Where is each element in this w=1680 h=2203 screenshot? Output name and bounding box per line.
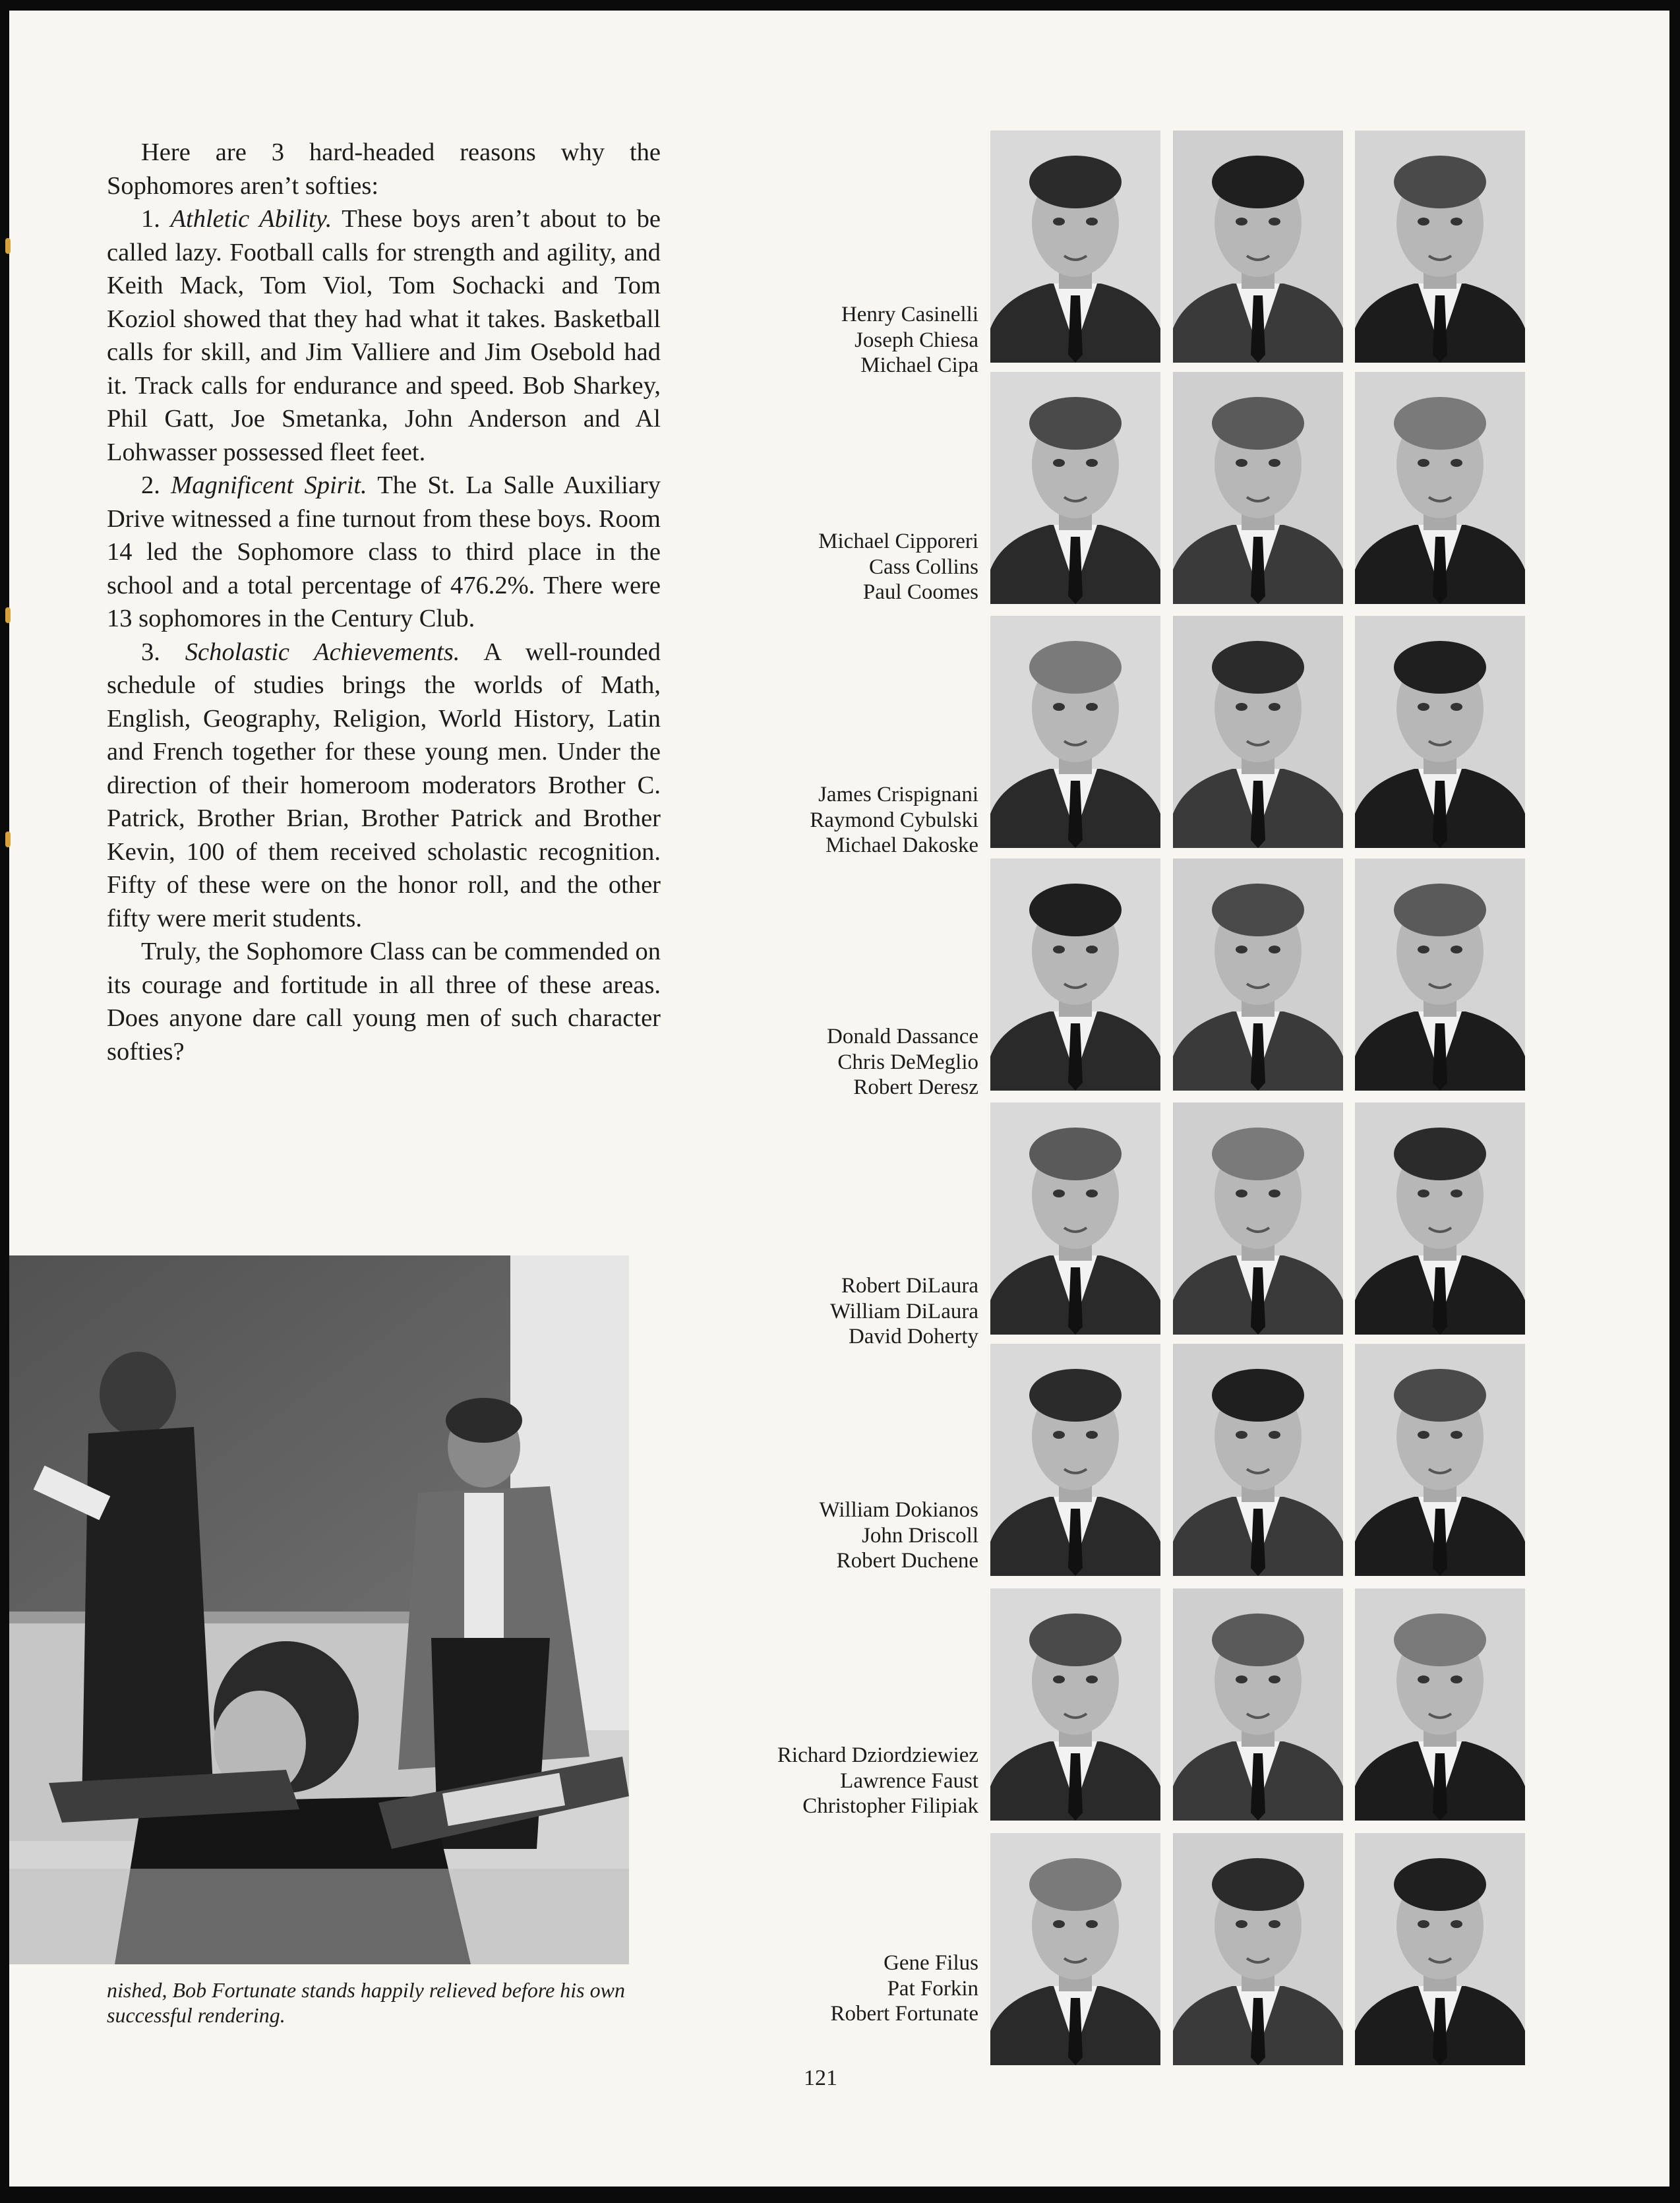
portrait-art <box>990 616 1160 848</box>
student-name: Robert Deresz <box>853 1075 978 1099</box>
portrait-art <box>1355 372 1525 604</box>
names-row-6 <box>819 1497 978 1574</box>
portrait-art <box>1355 859 1525 1091</box>
scan-mark <box>5 607 11 623</box>
page-number: 121 <box>804 2066 837 2090</box>
item-number: 3. <box>141 638 160 666</box>
item-text: A well-rounded schedule of studies brings the worlds of Math, English, Geography, Religion, World History, Latin and French together for these young men. Under the direction of their homeroom moderators Brother C. Patrick, Brother Brian, Brother Patrick and Brother Kevin, 100 of them received scholastic recognition. Fifty of these were on the honor roll, and the other fifty were merit students. <box>107 638 661 932</box>
item-number: 1. <box>141 205 160 233</box>
student-name: Gene Filus <box>884 1951 978 1975</box>
portrait-art <box>1173 1588 1343 1821</box>
student-name: Robert DiLaura <box>841 1274 978 1298</box>
item-text: The St. La Salle Auxiliary Drive witnessed a fine turnout from these boys. Room 14 led the Sophomore class to third place in the school and a total percentage of 476.2%. There were 13 sophomores in the Century Club. <box>107 471 661 632</box>
portrait-art <box>1355 131 1525 363</box>
student-name: Raymond Cybulski <box>810 808 978 832</box>
athletic-paragraph <box>107 202 661 469</box>
portrait-art <box>990 1102 1160 1335</box>
student-portrait <box>990 1833 1160 2065</box>
student-name: Chris DeMeglio <box>837 1050 978 1074</box>
intro-paragraph: Here are 3 hard-headed reasons why the Sophomores aren’t softies: <box>107 138 661 200</box>
student-name: Pat Forkin <box>887 1976 978 2001</box>
student-name: Robert Fortunate <box>830 2002 978 2026</box>
student-name: Lawrence Faust <box>840 1768 978 1793</box>
portrait-art <box>1173 1833 1343 2065</box>
student-name: Donald Dassance <box>826 1025 978 1048</box>
item-text: These boys aren’t about to be called lazy. Football calls for strength and agility, and Keith Mack, Tom Viol, Tom Sochacki and Tom Koziol showed that they had what it takes. Basketball calls for skill, and Jim Valliere and Jim Osebold had it. Track calls for endurance and speed. Bob Sharkey, Phil Gatt, Joe Smetanka, John Anderson and Al Lohwasser possessed fleet feet. <box>107 205 661 466</box>
student-portrait <box>1173 616 1343 848</box>
portrait-art <box>990 131 1160 363</box>
student-name: Paul Coomes <box>862 580 978 604</box>
portrait-art <box>1173 859 1343 1091</box>
portrait-art <box>1173 372 1343 604</box>
student-name: James Crispignani <box>818 783 978 806</box>
names-row-3 <box>810 782 978 859</box>
portrait-art <box>1355 1102 1525 1335</box>
portrait-art <box>1173 616 1343 848</box>
student-portrait <box>990 616 1160 848</box>
student-portrait <box>990 859 1160 1091</box>
student-portrait <box>990 372 1160 604</box>
item-number: 2. <box>141 471 160 499</box>
names-row-2 <box>818 529 978 605</box>
names-row-7 <box>777 1743 978 1819</box>
portrait-art <box>1173 131 1343 363</box>
student-portrait <box>1355 1833 1525 2065</box>
portrait-art <box>1355 1833 1525 2065</box>
student-portrait <box>1173 1344 1343 1576</box>
student-name: Michael Cipa <box>860 353 978 377</box>
portrait-art <box>990 859 1160 1091</box>
student-portrait <box>1173 1833 1343 2065</box>
scan-mark <box>5 831 11 847</box>
names-row-8 <box>830 1950 978 2027</box>
yearbook-page <box>9 11 1669 2187</box>
student-portrait <box>1355 131 1525 363</box>
portrait-art <box>1355 1344 1525 1576</box>
student-portrait <box>990 131 1160 363</box>
student-portrait <box>1355 859 1525 1091</box>
portrait-art <box>990 1833 1160 2065</box>
student-portrait <box>990 1588 1160 1821</box>
photo-caption: nished, Bob Fortunate stands happily relieved before his own successful rendering. <box>107 1978 625 2027</box>
student-name: Robert Duchene <box>836 1549 978 1573</box>
student-portrait <box>1173 1588 1343 1821</box>
student-name: John Driscoll <box>862 1523 978 1548</box>
scholastic-paragraph <box>107 636 661 936</box>
portrait-art <box>1173 1102 1343 1335</box>
student-name: Cass Collins <box>869 555 978 579</box>
portrait-art <box>1173 1344 1343 1576</box>
student-portrait <box>990 1102 1160 1335</box>
student-portrait <box>1173 372 1343 604</box>
article-text <box>107 136 661 1068</box>
portrait-art <box>1355 1588 1525 1821</box>
student-portrait <box>1355 1588 1525 1821</box>
student-name: Christopher Filipiak <box>802 1794 978 1818</box>
item-title: Scholastic Achievements. <box>185 638 460 666</box>
student-portrait <box>1355 616 1525 848</box>
closing-paragraph: Truly, the Sophomore Class can be commended on its courage and fortitude in all three of these areas. Does anyone dare call young men of such character softies? <box>107 938 661 1066</box>
student-name: David Doherty <box>848 1325 978 1348</box>
names-row-5 <box>830 1273 978 1350</box>
student-portrait <box>1355 372 1525 604</box>
names-row-4 <box>827 1024 978 1101</box>
student-name: Henry Casinelli <box>841 303 978 326</box>
portrait-art <box>990 1344 1160 1576</box>
student-portrait <box>1173 859 1343 1091</box>
student-portrait <box>1355 1344 1525 1576</box>
student-name: William DiLaura <box>829 1299 978 1323</box>
portrait-art <box>1355 616 1525 848</box>
student-name: Michael Cipporeri <box>818 529 978 553</box>
names-row-1 <box>841 302 978 378</box>
student-portrait <box>990 1344 1160 1576</box>
classroom-photo <box>9 1255 629 1964</box>
student-name: Richard Dziordziewiez <box>777 1743 978 1767</box>
item-title: Magnificent Spirit. <box>171 471 367 499</box>
spirit-paragraph <box>107 469 661 636</box>
portrait-art <box>990 1588 1160 1821</box>
portrait-art <box>990 372 1160 604</box>
student-portrait <box>1355 1102 1525 1335</box>
student-name: William Dokianos <box>819 1498 978 1522</box>
student-name: Joseph Chiesa <box>855 328 978 352</box>
student-portrait <box>1173 131 1343 363</box>
student-portrait <box>1173 1102 1343 1335</box>
classroom-photo-art <box>9 1255 629 1964</box>
student-name: Michael Dakoske <box>825 833 978 857</box>
scan-mark <box>5 238 11 254</box>
item-title: Athletic Ability. <box>170 205 332 233</box>
